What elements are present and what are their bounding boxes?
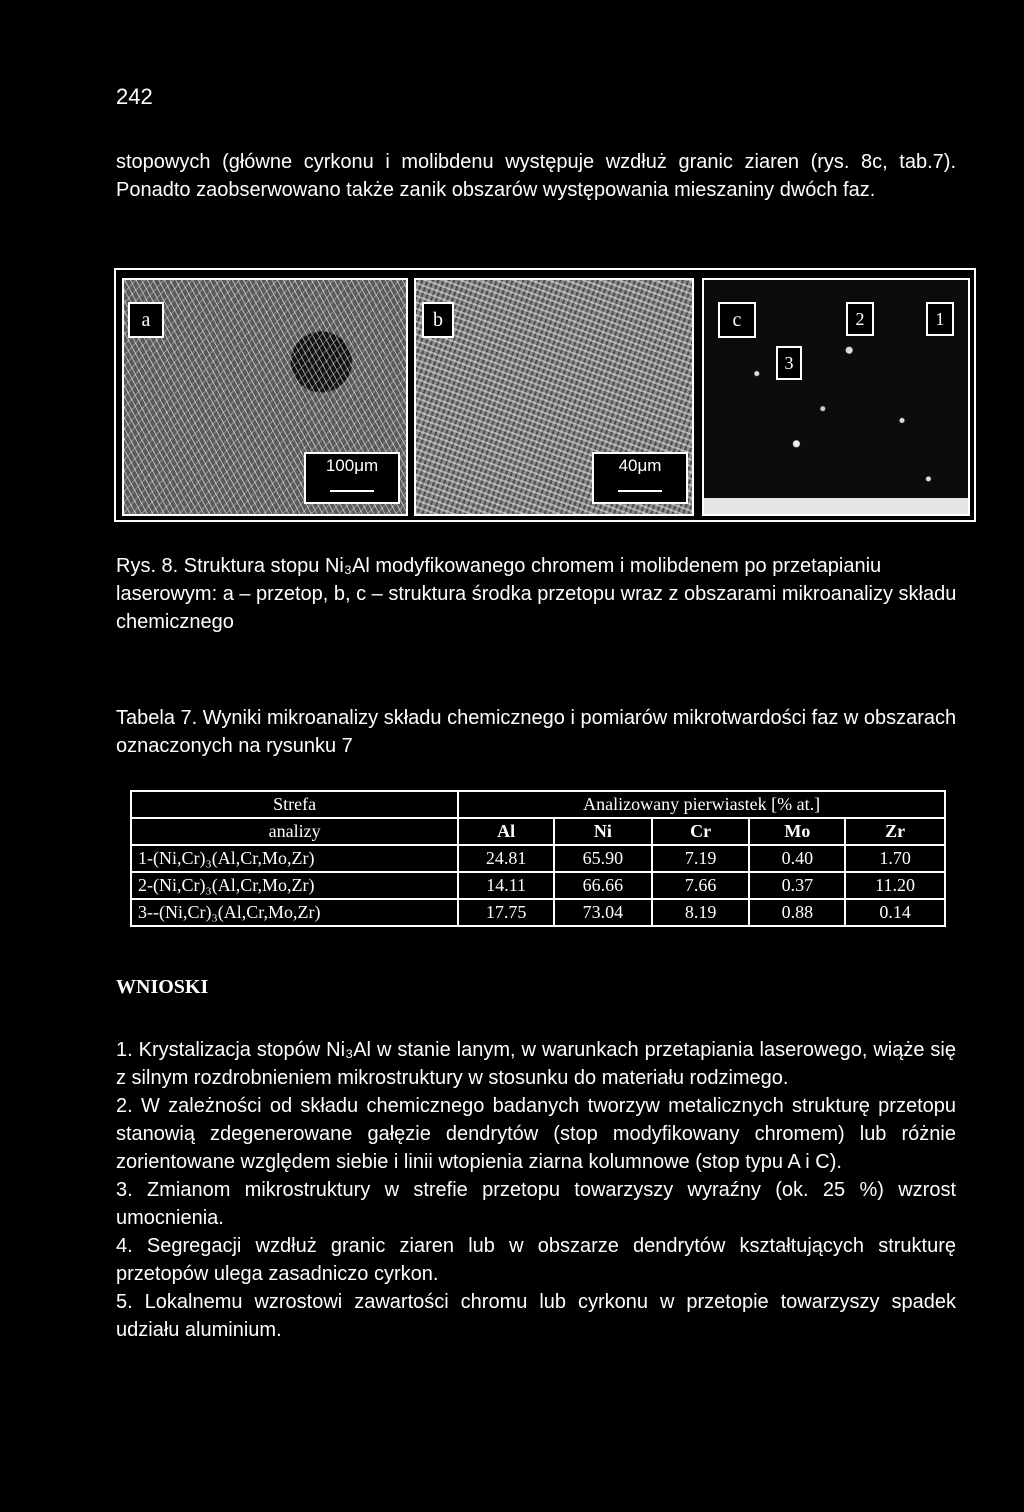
conclusion-item: 2. W zależności od składu chemicznego badanych tworzyw metalicznych strukturę przetopu stanowią zdegenerowane gałęzie dendrytów (stop modyfikowany chromem) lub różnie zorientowane względem siebie i linii wtopienia ziarna kolumnowe (stop typu A i C). [116,1095,956,1173]
panel-label-b: b [422,302,454,338]
table-cell: 0.37 [749,872,845,899]
table-cell: 14.11 [458,872,554,899]
table-row [131,899,945,926]
conclusion-item: 4. Segregacji wzdłuż granic ziaren lub w obszarze dendrytów kształtujących strukturę przetopów ulega zasadniczo cyrkon. [116,1235,956,1285]
table-cell: 0.88 [749,899,845,926]
table-cell: 7.19 [652,845,750,872]
table-cell: 66.66 [554,872,652,899]
conclusion-item: 5. Lokalnemu wzrostowi zawartości chromu lub cyrkonu w przetopie towarzyszy spadek udziału aluminium. [116,1291,956,1341]
panel-label-a: a [128,302,164,338]
table-cell-zone: 3--(Ni,Cr)₃(Al,Cr,Mo,Zr) [131,899,458,926]
table-cell: 65.90 [554,845,652,872]
intro-paragraph: stopowych (główne cyrkonu i molibdenu występuje wzdłuż granic ziaren (rys. 8c, tab.7). Ponadto zaobserwowano także zanik obszarów występowania mieszaniny dwóch faz. [116,151,956,201]
conclusion-item: 3. Zmianom mikrostruktury w strefie przetopu towarzyszy wyraźny (ok. 25 %) wzrost umocnienia. [116,1179,956,1229]
figure-caption: Rys. 8. Struktura stopu Ni₃Al modyfikowanego chromem i molibdenem po przetapianiu laserowym: a – przetop, b, c – struktura środka przetopu wraz z obszarami mikroanalizy składu chemicznego [116,555,957,633]
header-element-group: Analizowany pierwiastek [% at.] [458,791,945,818]
table-cell-zone: 2-(Ni,Cr)₃(Al,Cr,Mo,Zr) [131,872,458,899]
table-cell: 0.14 [845,899,945,926]
table-cell: 73.04 [554,899,652,926]
conclusion-item: 1. Krystalizacja stopów Ni₃Al w stanie lanym, w warunkach przetapiania laserowego, wiąże się z silnym rozdrobnieniem mikrostruktury w stosunku do materiału rodzimego. [116,1039,956,1089]
header-zone: Strefa [131,791,458,818]
panel-label-c: c [718,302,756,338]
area-marker-1: 1 [926,302,954,336]
conclusions-list [116,1036,956,1344]
area-marker-3: 3 [776,346,802,380]
table-cell: 8.19 [652,899,750,926]
table-cell: 0.40 [749,845,845,872]
scale-bar-b [592,452,688,504]
scale-line-a [330,490,374,492]
conclusions-heading: WNIOSKI [116,976,209,998]
table-row [131,872,945,899]
header-element: Mo [749,818,845,845]
microanalysis-table [130,790,946,927]
table-cell: 7.66 [652,872,750,899]
table-cell: 1.70 [845,845,945,872]
scale-bar-a [304,452,400,504]
micrograph-panel-b [414,278,694,516]
table-header-row [131,818,945,845]
table-caption: Tabela 7. Wyniki mikroanalizy składu chemicznego i pomiarów mikrotwardości faz w obszarach oznaczonych na rysunku 7 [116,707,957,757]
scale-line-b [618,490,662,492]
table-cell-zone: 1-(Ni,Cr)₃(Al,Cr,Mo,Zr) [131,845,458,872]
table-cell: 17.75 [458,899,554,926]
sem-info-bar [704,498,968,514]
table-header-row [131,791,945,818]
table-cell: 24.81 [458,845,554,872]
header-element: Al [458,818,554,845]
table-cell: 11.20 [845,872,945,899]
scale-label-a: 100μm [325,456,379,475]
scale-label-b: 40μm [618,456,662,475]
page-number: 242 [116,84,153,109]
header-zone-line2: analizy [131,818,458,845]
micrograph-panel-c [702,278,970,516]
area-marker-2: 2 [846,302,874,336]
micrograph-panel-a [122,278,408,516]
header-element: Zr [845,818,945,845]
header-element: Ni [554,818,652,845]
header-element: Cr [652,818,750,845]
table-row [131,845,945,872]
micrograph-figure [114,268,976,522]
